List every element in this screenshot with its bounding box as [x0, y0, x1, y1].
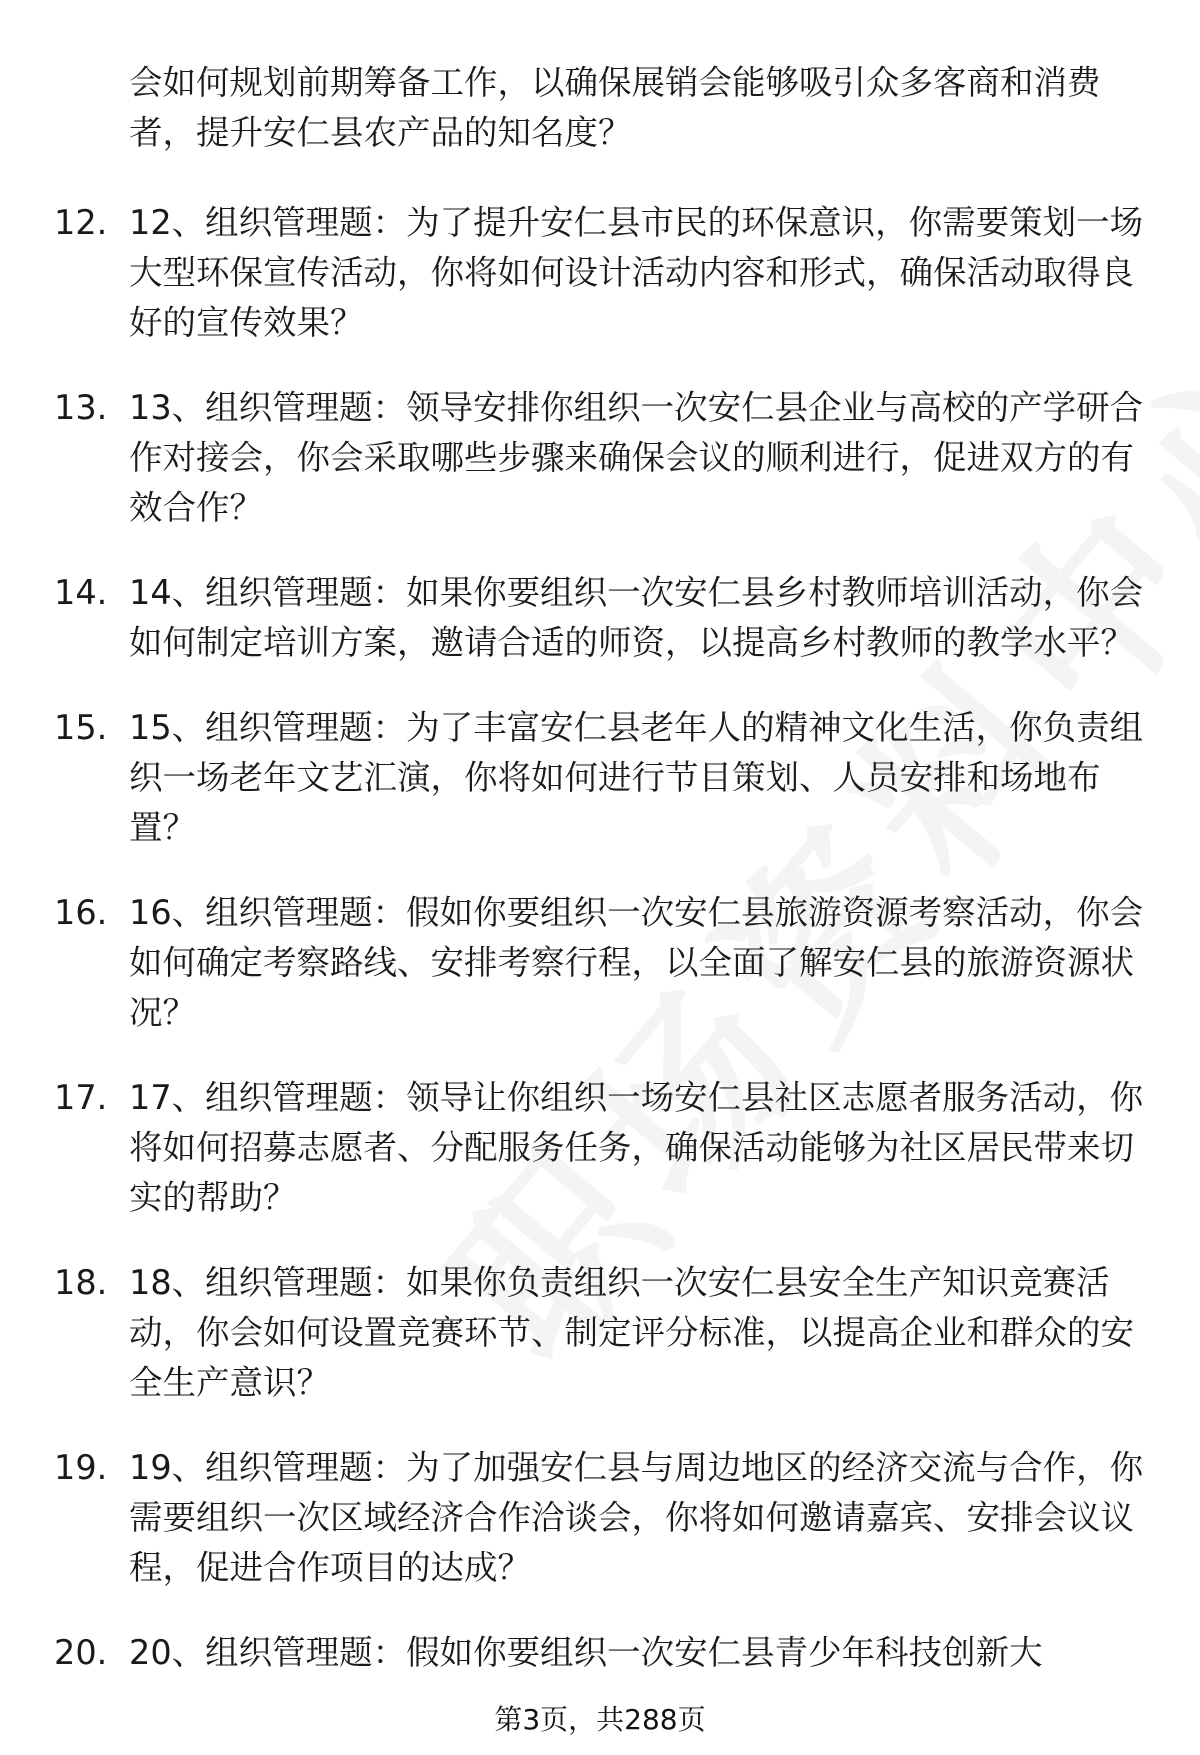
item-number: 18.: [54, 1263, 108, 1302]
page-number-footer: 第3页，共288页: [494, 1703, 706, 1736]
item-text: 16、组织管理题：假如你要组织一次安仁县旅游资源考察活动，你会如何确定考察路线、安排考察行程，以全面了解安仁县的旅游资源状况？: [129, 893, 1144, 1032]
item-number: 13.: [54, 388, 108, 427]
item-number: 20.: [54, 1633, 108, 1672]
item-number: 14.: [54, 573, 108, 612]
item-text: 13、组织管理题：领导安排你组织一次安仁县企业与高校的产学研合作对接会，你会采取哪些步骤来确保会议的顺利进行，促进双方的有效合作？: [129, 388, 1144, 527]
item-text: 18、组织管理题：如果你负责组织一次安仁县安全生产知识竞赛活动，你会如何设置竞赛环节、制定评分标准，以提高企业和群众的安全生产意识？: [129, 1263, 1134, 1402]
list-item: [54, 703, 1164, 853]
list-item: [54, 1073, 1164, 1223]
item-number: 12.: [54, 203, 108, 242]
item-number: 17.: [54, 1078, 108, 1117]
item-text: 20、组织管理题：假如你要组织一次安仁县青少年科技创新大: [129, 1633, 1043, 1672]
list-item: [54, 383, 1164, 533]
list-item: [54, 1258, 1164, 1408]
question-list: [54, 58, 1164, 1678]
item-number: 19.: [54, 1448, 108, 1487]
list-item: [54, 1628, 1164, 1678]
item-text: 19、组织管理题：为了加强安仁县与周边地区的经济交流与合作，你需要组织一次区域经济合作洽谈会，你将如何邀请嘉宾、安排会议议程，促进合作项目的达成？: [129, 1448, 1144, 1587]
list-item: [54, 198, 1164, 348]
item-number: 15.: [54, 708, 108, 747]
item-text: 14、组织管理题：如果你要组织一次安仁县乡村教师培训活动，你会如何制定培训方案，邀请合适的师资，以提高乡村教师的教学水平？: [129, 573, 1144, 662]
list-item: [54, 888, 1164, 1038]
item-text: 15、组织管理题：为了丰富安仁县老年人的精神文化生活，你负责组织一场老年文艺汇演，你将如何进行节目策划、人员安排和场地布置？: [129, 708, 1144, 847]
item-text: 12、组织管理题：为了提升安仁县市民的环保意识，你需要策划一场大型环保宣传活动，你将如何设计活动内容和形式，确保活动取得良好的宣传效果？: [129, 203, 1144, 342]
list-item: [54, 1443, 1164, 1593]
item-number: 16.: [54, 893, 108, 932]
item-text: 17、组织管理题：领导让你组织一场安仁县社区志愿者服务活动，你将如何招募志愿者、分配服务任务，确保活动能够为社区居民带来切实的帮助？: [129, 1078, 1144, 1217]
list-item: [54, 568, 1164, 668]
continued-text: 会如何规划前期筹备工作，以确保展销会能够吸引众多客商和消费者，提升安仁县农产品的知名度？: [129, 63, 1101, 152]
